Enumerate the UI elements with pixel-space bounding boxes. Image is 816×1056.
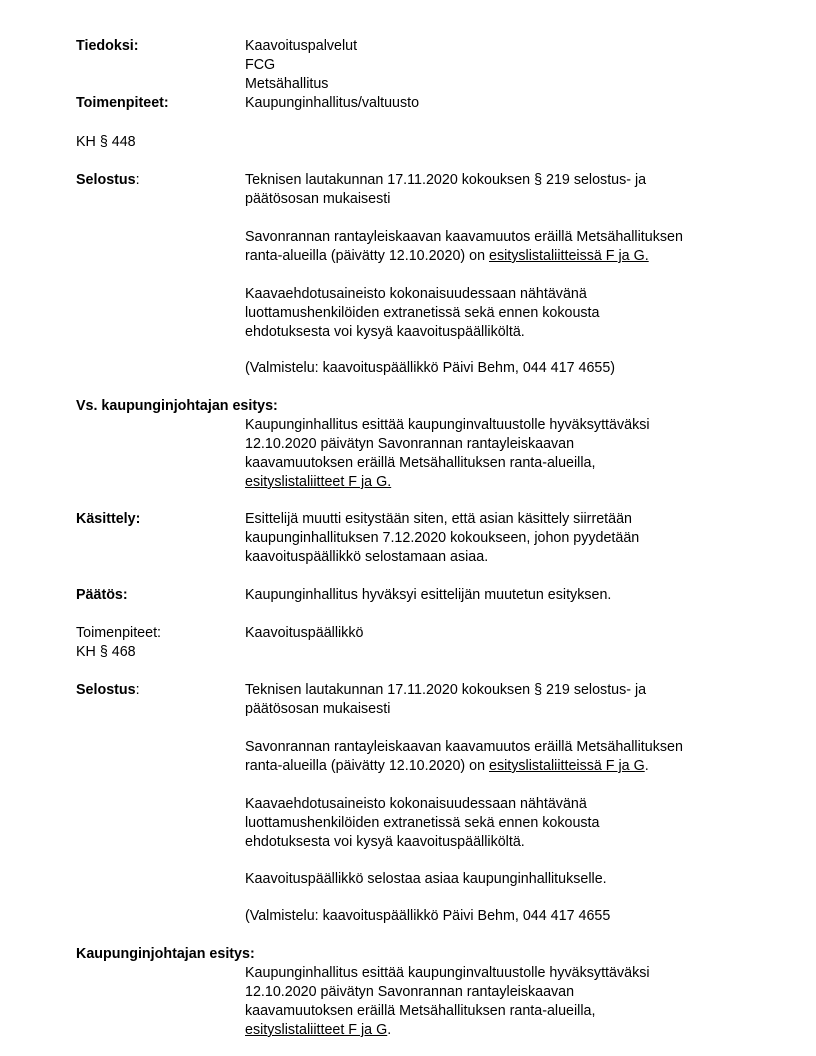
selostus-paragraph (245, 681, 765, 719)
text-line: Kaavaehdotusaineisto kokonaisuudessaan nähtävänä (245, 286, 587, 302)
selostus-paragraph (245, 738, 765, 776)
selostus-paragraph (245, 285, 765, 342)
toimenpiteet-value: Kaavoituspäällikkö (245, 625, 364, 641)
esitys-label: Kaupunginjohtajan esitys: (76, 946, 255, 962)
text-line: Kaavaehdotusaineisto kokonaisuudessaan nähtävänä (245, 796, 587, 812)
text-line: Savonrannan rantayleiskaavan kaavamuutos eräillä Metsähallituksen (245, 739, 683, 755)
text-line: Teknisen lautakunnan 17.11.2020 kokouksen § 219 selostus- ja (245, 682, 647, 698)
paatos-text: Kaupunginhallitus hyväksyi esittelijän muutetun esityksen. (245, 587, 612, 603)
text-line: kaavamuutoksen eräillä Metsähallituksen ranta-alueilla, (245, 455, 596, 471)
preparer-note: (Valmistelu: kaavoituspäällikkö Päivi Behm, 044 417 4655 (245, 908, 611, 924)
toimenpiteet-label: Toimenpiteet: (76, 625, 162, 641)
text-line: Kaupunginhallitus esittää kaupunginvaltuustolle hyväksyttäväksi (245, 965, 650, 981)
text-line: Savonrannan rantayleiskaavan kaavamuutos eräillä Metsähallituksen (245, 229, 683, 245)
text-line: ehdotuksesta voi kysyä kaavoituspäälliköltä. (245, 324, 525, 340)
kasittely-text (245, 510, 765, 567)
selostus-label-text: Selostus (76, 682, 136, 698)
selostus-label-text: Selostus (76, 172, 136, 188)
tiedoksi-recipients (245, 37, 765, 94)
text-line: päätösosan mukaisesti (245, 701, 391, 717)
text-line: kaupunginhallituksen 7.12.2020 kokoukseen, johon pyydetään (245, 530, 640, 546)
paatos-label: Päätös: (76, 587, 128, 603)
vs-esitys-text (245, 416, 765, 492)
attachment-link[interactable]: esityslistaliitteet F ja G (245, 1022, 388, 1038)
toimenpiteet-label: Toimenpiteet: (76, 95, 169, 111)
text-line: luottamushenkilöiden extranetissä sekä ennen kokousta (245, 815, 600, 831)
recipient: Metsähallitus (245, 76, 329, 92)
text-line: Kaupunginhallitus esittää kaupunginvaltuustolle hyväksyttäväksi (245, 417, 650, 433)
kasittely-label: Käsittely: (76, 511, 141, 527)
text-line (245, 1021, 765, 1040)
text-span: . (644, 758, 649, 774)
text-line: 12.10.2020 päivätyn Savonrannan rantayleiskaavan (245, 436, 575, 452)
section-number: KH § 448 (76, 134, 136, 150)
text-line: Esittelijä muutti esitystään siten, että asian käsittely siirretään (245, 511, 632, 527)
preparer-note: (Valmistelu: kaavoituspäällikkö Päivi Behm, 044 417 4655) (245, 360, 616, 376)
text-line: päätösosan mukaisesti (245, 191, 391, 207)
selostus-paragraph (245, 171, 765, 209)
esitys-text (245, 964, 765, 1040)
selostus-paragraph (245, 228, 765, 266)
attachment-link[interactable]: esityslistaliitteissä F ja G. (489, 248, 649, 264)
section-number: KH § 468 (76, 644, 136, 660)
attachment-link[interactable]: esityslistaliitteet F ja G. (245, 474, 392, 490)
selostus-colon: : (135, 682, 140, 698)
toimenpiteet-value: Kaupunginhallitus/valtuusto (245, 95, 420, 111)
selostus-colon: : (135, 172, 140, 188)
text-line: luottamushenkilöiden extranetissä sekä ennen kokousta (245, 305, 600, 321)
vs-esitys-label: Vs. kaupunginjohtajan esitys: (76, 398, 278, 414)
text-span: ranta-alueilla (päivätty 12.10.2020) on (245, 758, 489, 774)
text-line: kaavoituspäällikkö selostamaan asiaa. (245, 549, 489, 565)
text-line: Teknisen lautakunnan 17.11.2020 kokouksen § 219 selostus- ja (245, 172, 647, 188)
text-span: ranta-alueilla (päivätty 12.10.2020) on (245, 248, 489, 264)
text-line: ehdotuksesta voi kysyä kaavoituspäälliköltä. (245, 834, 525, 850)
selostus-paragraph: Kaavoituspäällikkö selostaa asiaa kaupunginhallitukselle. (245, 871, 607, 887)
tiedoksi-label: Tiedoksi: (76, 38, 139, 54)
text-span: . (387, 1022, 392, 1038)
text-line: kaavamuutoksen eräillä Metsähallituksen ranta-alueilla, (245, 1003, 596, 1019)
selostus-paragraph (245, 795, 765, 852)
recipient: Kaavoituspalvelut (245, 38, 358, 54)
text-line (245, 757, 765, 776)
recipient: FCG (245, 57, 276, 73)
text-line (245, 247, 765, 266)
selostus-label (76, 171, 140, 190)
attachment-link[interactable]: esityslistaliitteissä F ja G (489, 758, 645, 774)
text-line: 12.10.2020 päivätyn Savonrannan rantayleiskaavan (245, 984, 575, 1000)
selostus-label (76, 681, 140, 700)
